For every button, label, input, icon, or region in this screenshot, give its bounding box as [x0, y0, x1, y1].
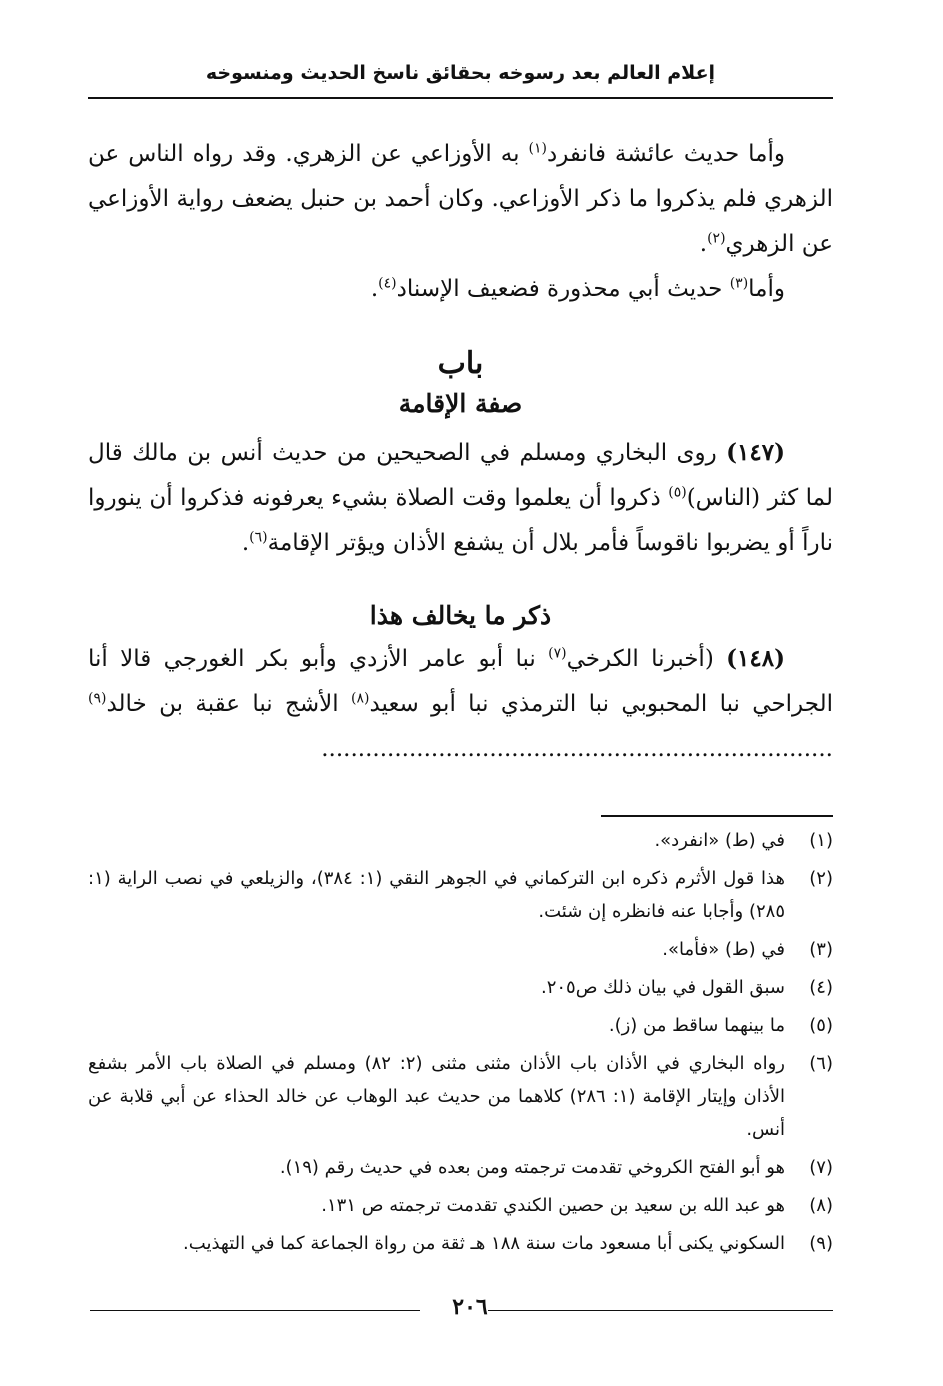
footnote-1 — [88, 824, 833, 857]
footnote-ref-1[interactable]: (١) — [528, 140, 547, 157]
footnote-number: (٧) — [809, 1157, 833, 1178]
footer-rule-left — [90, 1310, 420, 1311]
page-number: ٢٠٦ — [452, 1294, 488, 1320]
footnote-number: (٥) — [809, 1015, 833, 1036]
footnote-number: (٨) — [809, 1195, 833, 1216]
paragraph-hadith-148: (١٤٨) (أخبرنا الكرخي$^{(٧)}$ نبا أبو عامر الأزدي وأبو بكر الغورجي قالا أنا الجراحي نبا المحبوبي نبا الترمذي نبا أبو سعيد$^{(٨)}$ الأشج نبا عقبة بن خالد$^{(٩)}$ ...................................................................... — [88, 645, 833, 762]
footnote-text: سبق القول في بيان ذلك ص٢٠٥. — [540, 977, 785, 998]
continuation-dots: ...................................................................... — [321, 736, 833, 762]
footnote-4 — [88, 971, 833, 1004]
hadith-number-148: (١٤٨) — [726, 645, 785, 672]
footnote-2 — [88, 862, 833, 928]
footnote-text: السكوني يكنى أبا مسعود مات سنة ١٨٨ هـ ثقة من رواة الجماعة كما في التهذيب. — [183, 1233, 785, 1254]
footnote-number: (٤) — [809, 977, 833, 998]
paragraph-hadith-147: (١٤٧) روى البخاري ومسلم في الصحيحين من حديث أنس بن مالك قال لما كثر (الناس)$^{(٥)}$ ذكروا أن يعلموا وقت الصلاة بشيء يعرفونه فذكروا أن ينوروا ناراً أو يضربوا ناقوساً فأمر بلال أن يشفع الأذان ويؤتر الإقامة$^{(٦)}$. — [88, 439, 833, 556]
paragraph-abu-mahdhura: وأما$^{(٣)}$ حديث أبي محذورة فضعيف الإسناد$^{(٤)}$. — [370, 275, 785, 302]
paragraph-aisha-hadith: وأما حديث عائشة فانفرد$^{(١)}$ به الأوزاعي عن الزهري. وقد رواه الناس عن الزهري فلم يذكروا ما ذكر الأوزاعي. وكان أحمد بن حنبل يضعف رواية الأوزاعي عن الزهري$^{(٢)}$. — [88, 140, 833, 257]
footnote-separator — [601, 815, 833, 817]
footnote-text: هذا قول الأثرم ذكره ابن التركماني في الجوهر النقي (١: ٣٨٤)، والزيلعي في نصب الراية (١: ٢٨٥) وأجابا عنه فانظره إن شئت. — [88, 868, 785, 922]
footnote-number: (٩) — [809, 1233, 833, 1254]
header-rule — [88, 97, 833, 99]
footnote-ref-7[interactable]: (٧) — [548, 645, 567, 662]
footnote-ref-5[interactable]: (٥) — [668, 484, 687, 501]
footnote-ref-2[interactable]: (٢) — [707, 230, 726, 247]
chapter-label: باب — [437, 346, 484, 381]
footnote-text: هو عبد الله بن سعيد بن حصين الكندي تقدمت ترجمته ص ١٣١. — [321, 1195, 785, 1216]
footnote-number: (٣) — [809, 939, 833, 960]
footnote-text: ما بينهما ساقط من (ز). — [608, 1015, 785, 1036]
footnote-ref-8[interactable]: (٨) — [350, 690, 370, 707]
footnote-6 — [88, 1047, 833, 1146]
footnote-number: (١) — [809, 830, 833, 851]
footnote-text: في (ط) «انفرد». — [654, 830, 785, 851]
footnotes — [88, 824, 833, 1265]
chapter-title: صفة الإقامة — [398, 389, 523, 418]
footnote-number: (٢) — [809, 868, 833, 889]
hadith-number-147: (١٤٧) — [726, 439, 785, 466]
section-heading: ذكر ما يخالف هذا — [369, 601, 552, 630]
footnote-5 — [88, 1009, 833, 1042]
footer-rule-right — [488, 1310, 833, 1311]
footnote-9 — [88, 1227, 833, 1260]
footnote-number: (٦) — [809, 1053, 833, 1074]
footnote-7 — [88, 1151, 833, 1184]
footnote-ref-4[interactable]: (٤) — [378, 275, 397, 292]
footnote-ref-6[interactable]: (٦) — [249, 529, 268, 546]
footnote-text: رواه البخاري في الأذان باب الأذان مثنى مثنى (٢: ٨٢) ومسلم في الصلاة باب الأمر بشفع الأذان وإيتار الإقامة (١: ٢٨٦) كلاهما من حديث عبد الوهاب عن خالد الحذاء عن أبي قلابة عن أنس. — [88, 1053, 785, 1140]
footnote-text: هو أبو الفتح الكروخي تقدمت ترجمته ومن بعده في حديث رقم (١٩). — [279, 1157, 785, 1178]
footnote-ref-9[interactable]: (٩) — [88, 690, 107, 707]
footnote-3 — [88, 933, 833, 966]
main-text — [88, 132, 833, 772]
footnote-ref-3[interactable]: (٣) — [729, 275, 749, 292]
footnote-8 — [88, 1189, 833, 1222]
footnote-text: في (ط) «فأما». — [662, 939, 785, 960]
running-header: إعلام العالم بعد رسوخه بحقائق ناسخ الحديث ومنسوخه — [205, 62, 716, 84]
